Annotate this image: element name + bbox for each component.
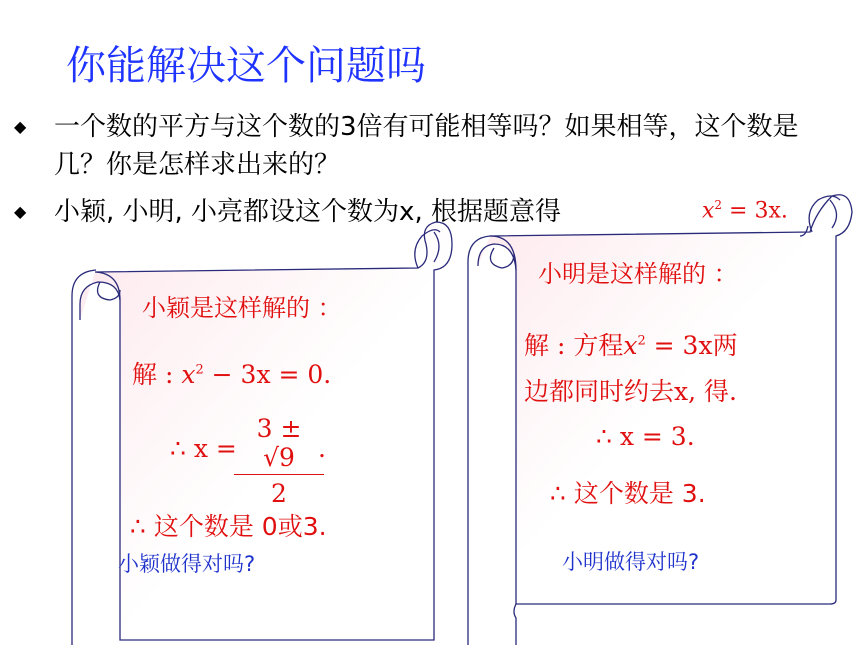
eq-rhs: = 3x. (722, 198, 788, 224)
eq-base: x (181, 360, 196, 389)
right-question: 小明做得对吗? (562, 550, 700, 574)
eq-base: x (702, 198, 715, 224)
bullet-text: 一个数的平方与这个数的3倍有可能相等吗？如果相等，这个数是几？你是怎样求出来的？ (54, 112, 799, 180)
fraction-denominator: 2 (271, 479, 287, 508)
fraction-end: . (318, 434, 326, 463)
diamond-bullet-icon: ◆ (14, 202, 27, 221)
right-heading: 小明是这样解的 ： (538, 260, 738, 288)
left-conclusion: ∴ 这个数是 0或3. (130, 512, 327, 541)
quadratic-fraction (234, 414, 324, 508)
eq-exponent: 2 (714, 198, 723, 212)
left-question: 小颖做得对吗? (118, 552, 256, 576)
right-line-divide: 边都同时约去x, 得. (524, 377, 737, 406)
fraction-numerator: 3 ± √9 (234, 414, 324, 475)
solution-prefix: 解 : (132, 360, 182, 389)
eq-exponent: 2 (195, 362, 204, 378)
left-heading: 小颖是这样解的 ： (142, 294, 342, 322)
eq-exponent: 2 (637, 333, 646, 349)
right-line-equation (524, 326, 738, 362)
page-title: 你能解决这个问题吗 (66, 43, 426, 89)
bullet-text: 小颖, 小明, 小亮都设这个数为x, 根据题意得 (54, 197, 561, 227)
eq-base: x (623, 331, 638, 360)
left-line-equation (132, 355, 331, 391)
right-therefore-x: ∴ x = 3. (596, 422, 695, 451)
left-therefore-x: ∴ x = (170, 434, 237, 463)
eq-rest: − 3x = 0. (203, 360, 332, 389)
right-conclusion: ∴ 这个数是 3. (550, 479, 706, 508)
solution-prefix: 解 : 方程 (524, 331, 624, 360)
eq-rest: = 3x两 (645, 331, 738, 360)
diamond-bullet-icon: ◆ (14, 117, 27, 136)
